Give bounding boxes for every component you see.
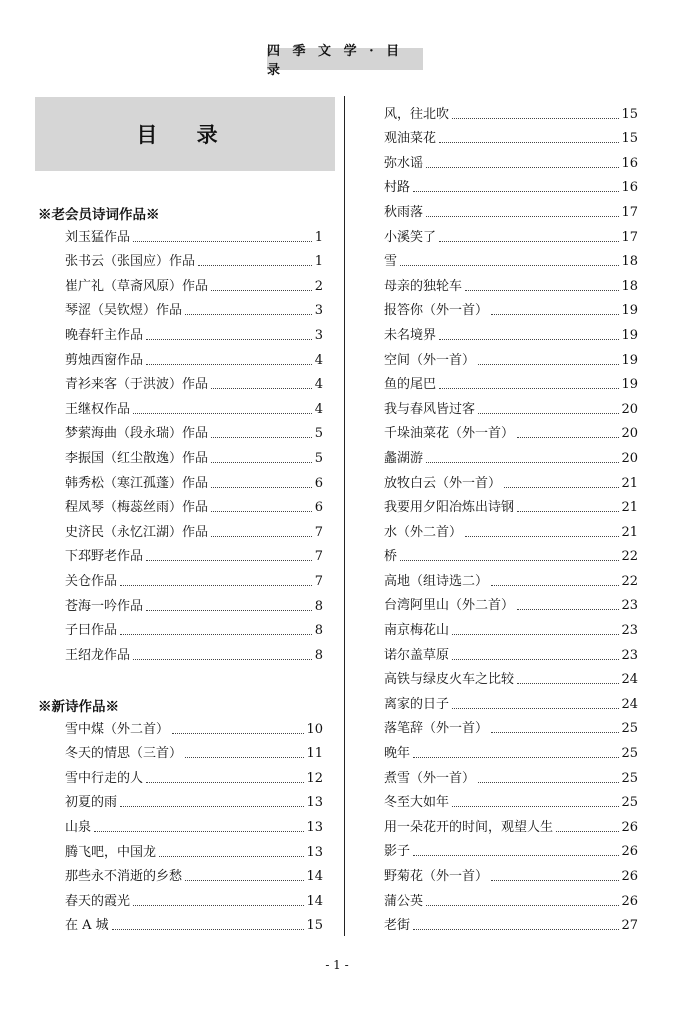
toc-entry-title: 水（外二首） xyxy=(384,524,463,540)
dot-leader xyxy=(491,585,619,586)
toc-entry xyxy=(65,442,323,467)
dot-leader xyxy=(133,413,312,414)
toc-entry xyxy=(65,762,323,787)
toc-entry-page: 25 xyxy=(621,795,638,811)
toc-entry xyxy=(384,590,638,615)
toc-entry-page: 3 xyxy=(314,327,323,343)
toc-entry xyxy=(384,442,638,467)
dot-leader xyxy=(211,487,312,488)
dot-leader xyxy=(426,905,619,906)
toc-entry xyxy=(65,270,323,295)
toc-entry-title: 关仓作品 xyxy=(65,573,118,589)
dot-leader xyxy=(517,683,619,684)
toc-entry-page: 13 xyxy=(306,795,323,811)
toc-entry-title: 子曰作品 xyxy=(65,623,118,639)
toc-entry-page: 19 xyxy=(621,327,638,343)
toc-entry-title: 母亲的独轮车 xyxy=(384,278,463,294)
toc-entry xyxy=(384,565,638,590)
toc-entry-title: 台湾阿里山（外二首） xyxy=(384,598,515,614)
dot-leader xyxy=(211,388,312,389)
toc-entry-page: 19 xyxy=(621,303,638,319)
toc-entry-title: 梦萦海曲（段永瑞）作品 xyxy=(65,426,209,442)
toc-entry xyxy=(384,836,638,861)
toc-entry-page: 23 xyxy=(621,623,638,639)
toc-entry xyxy=(384,98,638,123)
toc-entry-title: 晚年 xyxy=(384,746,411,762)
toc-entry xyxy=(65,492,323,517)
toc-entry-page: 13 xyxy=(306,819,323,835)
toc-list-new-poems xyxy=(65,713,323,934)
dot-leader xyxy=(517,609,619,610)
toc-entry xyxy=(384,270,638,295)
toc-entry xyxy=(65,836,323,861)
dot-leader xyxy=(211,511,312,512)
toc-entry-title: 千垛油菜花（外一首） xyxy=(384,426,515,442)
dot-leader xyxy=(452,118,619,119)
toc-entry-page: 1 xyxy=(314,254,323,270)
dot-leader xyxy=(439,241,619,242)
toc-entry-title: 史济民（永忆江湖）作品 xyxy=(65,524,209,540)
toc-entry xyxy=(65,738,323,763)
toc-entry-page: 3 xyxy=(314,303,323,319)
toc-entry-page: 20 xyxy=(621,450,638,466)
toc-entry-page: 5 xyxy=(314,450,323,466)
toc-entry-page: 14 xyxy=(306,869,323,885)
dot-leader xyxy=(452,659,619,660)
toc-entry-title: 下邳野老作品 xyxy=(65,549,144,565)
toc-entry xyxy=(384,295,638,320)
dot-leader xyxy=(426,216,619,217)
dot-leader xyxy=(491,314,619,315)
toc-entry-page: 13 xyxy=(306,844,323,860)
toc-entry xyxy=(65,246,323,271)
toc-entry xyxy=(384,762,638,787)
toc-entry-title: 剪烛西窗作品 xyxy=(65,352,144,368)
dot-leader xyxy=(400,265,619,266)
toc-entry-page: 6 xyxy=(314,500,323,516)
toc-entry-title: 那些永不消逝的乡愁 xyxy=(65,869,183,885)
dot-leader xyxy=(198,265,312,266)
toc-entry xyxy=(65,319,323,344)
dot-leader xyxy=(517,511,619,512)
toc-entry-title: 山泉 xyxy=(65,819,92,835)
toc-entry-title: 初夏的雨 xyxy=(65,795,118,811)
dot-leader xyxy=(133,659,312,660)
toc-entry-page: 20 xyxy=(621,426,638,442)
toc-entry-page: 12 xyxy=(306,770,323,786)
dot-leader xyxy=(133,905,304,906)
toc-entry-page: 4 xyxy=(314,401,323,417)
toc-entry-page: 17 xyxy=(621,229,638,245)
dot-leader xyxy=(478,413,619,414)
toc-entry-title: 影子 xyxy=(384,844,411,860)
toc-entry xyxy=(384,196,638,221)
dot-leader xyxy=(172,733,304,734)
toc-entry-page: 26 xyxy=(621,819,638,835)
toc-entry-page: 25 xyxy=(621,721,638,737)
toc-entry-title: 刘玉猛作品 xyxy=(65,229,131,245)
toc-entry xyxy=(384,860,638,885)
toc-entry-page: 5 xyxy=(314,426,323,442)
toc-entry-title: 程凤琴（梅蕊丝雨）作品 xyxy=(65,500,209,516)
toc-entry-title: 冬至大如年 xyxy=(384,795,450,811)
toc-entry-page: 19 xyxy=(621,352,638,368)
toc-entry-title: 弥水谣 xyxy=(384,155,424,171)
toc-entry-title: 高地（组诗选二） xyxy=(384,573,489,589)
toc-entry-title: 张书云（张国应）作品 xyxy=(65,254,196,270)
toc-entry-page: 16 xyxy=(621,180,638,196)
toc-entry-page: 21 xyxy=(621,524,638,540)
toc-entry-page: 16 xyxy=(621,155,638,171)
dot-leader xyxy=(185,757,304,758)
toc-entry xyxy=(65,369,323,394)
toc-entry xyxy=(65,221,323,246)
dot-leader xyxy=(504,487,619,488)
dot-leader xyxy=(211,437,312,438)
toc-entry-title: 离家的日子 xyxy=(384,696,450,712)
toc-entry-page: 15 xyxy=(306,918,323,934)
toc-entry-page: 18 xyxy=(621,278,638,294)
toc-entry-page: 4 xyxy=(314,352,323,368)
toc-entry xyxy=(384,418,638,443)
toc-entry-page: 15 xyxy=(621,106,638,122)
dot-leader xyxy=(159,856,304,857)
dot-leader xyxy=(452,806,619,807)
toc-entry xyxy=(384,492,638,517)
toc-list-old-members xyxy=(65,221,323,664)
toc-entry xyxy=(384,393,638,418)
toc-entry xyxy=(384,344,638,369)
toc-entry-title: 崔广礼（草斋风原）作品 xyxy=(65,278,209,294)
dot-leader xyxy=(185,314,312,315)
running-header-text: 四 季 文 学 · 目 录 xyxy=(267,44,404,78)
toc-entry-page: 8 xyxy=(314,647,323,663)
toc-entry-title: 诺尔盖草原 xyxy=(384,647,450,663)
dot-leader xyxy=(517,437,619,438)
toc-entry xyxy=(384,369,638,394)
toc-entry-page: 23 xyxy=(621,647,638,663)
toc-entry-title: 鱼的尾巴 xyxy=(384,377,437,393)
toc-entry-title: 韩秀松（寒江孤蓬）作品 xyxy=(65,475,209,491)
toc-entry xyxy=(384,123,638,148)
toc-entry xyxy=(384,172,638,197)
toc-entry-page: 7 xyxy=(314,549,323,565)
dot-leader xyxy=(120,634,312,635)
toc-entry-title: 落笔辞（外一首） xyxy=(384,721,489,737)
toc-entry xyxy=(65,713,323,738)
page-title: 目 录 xyxy=(136,122,234,147)
toc-entry-page: 26 xyxy=(621,893,638,909)
toc-entry xyxy=(384,516,638,541)
toc-entry-page: 1 xyxy=(314,229,323,245)
toc-entry xyxy=(384,147,638,172)
dot-leader xyxy=(426,167,619,168)
toc-entry xyxy=(65,861,323,886)
toc-entry-title: 风，往北吹 xyxy=(384,106,450,122)
toc-entry-title: 观油菜花 xyxy=(384,131,437,147)
toc-entry-page: 8 xyxy=(314,623,323,639)
toc-entry-title: 老街 xyxy=(384,918,411,934)
dot-leader xyxy=(112,929,305,930)
dot-leader xyxy=(120,585,312,586)
toc-entry xyxy=(384,467,638,492)
toc-entry-title: 王继权作品 xyxy=(65,401,131,417)
toc-entry xyxy=(65,787,323,812)
dot-leader xyxy=(491,732,619,733)
toc-entry-page: 8 xyxy=(314,598,323,614)
toc-entry-title: 春天的霞光 xyxy=(65,893,131,909)
dot-leader xyxy=(452,708,619,709)
toc-entry xyxy=(384,639,638,664)
dot-leader xyxy=(146,560,312,561)
toc-entry xyxy=(65,615,323,640)
toc-entry xyxy=(65,590,323,615)
dot-leader xyxy=(478,782,619,783)
toc-entry-page: 19 xyxy=(621,377,638,393)
toc-entry-page: 24 xyxy=(621,672,638,688)
dot-leader xyxy=(146,339,312,340)
toc-entry-page: 2 xyxy=(314,278,323,294)
page-number: - 1 - xyxy=(325,958,349,972)
toc-entry-page: 17 xyxy=(621,204,638,220)
running-header xyxy=(267,44,423,78)
toc-entry-title: 空间（外一首） xyxy=(384,352,476,368)
toc-entry xyxy=(65,565,323,590)
toc-entry-title: 琴涩（吴钦煜）作品 xyxy=(65,303,183,319)
toc-entry-title: 冬天的情思（三首） xyxy=(65,746,183,762)
toc-entry-page: 10 xyxy=(306,721,323,737)
toc-entry-page: 26 xyxy=(621,869,638,884)
dot-leader xyxy=(185,880,304,881)
toc-entry-title: 南京梅花山 xyxy=(384,623,450,639)
toc-entry xyxy=(65,639,323,664)
dot-leader xyxy=(146,364,312,365)
toc-entry xyxy=(384,811,638,836)
toc-entry xyxy=(65,541,323,566)
toc-entry-title: 煮雪（外一首） xyxy=(384,770,476,786)
toc-entry-title: 晚春轩主作品 xyxy=(65,327,144,343)
toc-entry xyxy=(384,221,638,246)
toc-entry-title: 用一朵花开的时间，观望人生 xyxy=(384,819,554,835)
toc-entry-page: 23 xyxy=(621,598,638,614)
toc-entry-title: 野菊花（外一首） xyxy=(384,869,489,884)
toc-entry-title: 高铁与绿皮火车之比较 xyxy=(384,672,515,688)
column-divider xyxy=(344,96,345,936)
dot-leader xyxy=(413,855,619,856)
toc-entry xyxy=(384,614,638,639)
dot-leader xyxy=(478,364,619,365)
toc-entry xyxy=(384,664,638,689)
toc-entry xyxy=(65,885,323,910)
toc-entry xyxy=(65,393,323,418)
toc-entry xyxy=(65,295,323,320)
toc-entry-page: 7 xyxy=(314,524,323,540)
toc-entry-title: 小溪笑了 xyxy=(384,229,437,245)
toc-entry xyxy=(384,713,638,738)
toc-entry xyxy=(384,737,638,762)
toc-entry-page: 25 xyxy=(621,770,638,786)
toc-entry xyxy=(384,246,638,271)
toc-entry-page: 4 xyxy=(314,377,323,393)
toc-entry-title: 苍海一吟作品 xyxy=(65,598,144,614)
dot-leader xyxy=(400,560,619,561)
toc-entry xyxy=(384,787,638,812)
toc-entry-page: 20 xyxy=(621,401,638,417)
toc-entry-page: 26 xyxy=(621,844,638,860)
dot-leader xyxy=(413,757,619,758)
toc-entry-page: 6 xyxy=(314,475,323,491)
dot-leader xyxy=(211,462,312,463)
toc-entry-title: 我要用夕阳冶炼出诗钢 xyxy=(384,500,515,516)
toc-entry-title: 李振国（红尘散逸）作品 xyxy=(65,450,209,466)
toc-entry xyxy=(65,811,323,836)
toc-entry-page: 22 xyxy=(621,549,638,565)
dot-leader xyxy=(491,880,619,881)
toc-entry xyxy=(65,467,323,492)
toc-entry-title: 我与春风皆过客 xyxy=(384,401,476,417)
toc-entry xyxy=(65,910,323,935)
toc-entry-title: 雪中行走的人 xyxy=(65,770,144,786)
toc-entry-page: 25 xyxy=(621,746,638,762)
toc-entry-title: 未名境界 xyxy=(384,327,437,343)
toc-entry-page: 24 xyxy=(621,696,638,712)
dot-leader xyxy=(439,339,619,340)
toc-entry xyxy=(384,688,638,713)
toc-entry-title: 在 A 城 xyxy=(65,918,109,934)
toc-entry-title: 桥 xyxy=(384,549,398,565)
toc-entry xyxy=(65,344,323,369)
toc-entry-page: 7 xyxy=(314,573,323,589)
dot-leader xyxy=(413,191,619,192)
dot-leader xyxy=(465,290,619,291)
section-title-old-members: ※老会员诗词作品※ xyxy=(38,207,160,223)
dot-leader xyxy=(439,388,619,389)
toc-entry-page: 21 xyxy=(621,475,638,491)
toc-entry xyxy=(384,319,638,344)
toc-entry-page: 18 xyxy=(621,254,638,270)
toc-entry xyxy=(384,885,638,910)
toc-entry-page: 21 xyxy=(621,500,638,516)
dot-leader xyxy=(146,782,304,783)
dot-leader xyxy=(439,142,619,143)
toc-entry-title: 放牧白云（外一首） xyxy=(384,475,502,491)
toc-entry-title: 秋雨落 xyxy=(384,204,424,220)
toc-entry-title: 王绍龙作品 xyxy=(65,647,131,663)
dot-leader xyxy=(465,536,619,537)
toc-entry xyxy=(384,910,638,935)
toc-entry-page: 22 xyxy=(621,573,638,589)
toc-entry-title: 报答你（外一首） xyxy=(384,303,489,319)
toc-entry xyxy=(65,418,323,443)
dot-leader xyxy=(211,290,312,291)
dot-leader xyxy=(556,831,619,832)
toc-entry-page: 27 xyxy=(621,918,638,934)
dot-leader xyxy=(426,462,619,463)
dot-leader xyxy=(120,806,304,807)
toc-entry-title: 蒲公英 xyxy=(384,893,424,909)
dot-leader xyxy=(146,610,312,611)
dot-leader xyxy=(211,536,312,537)
toc-entry xyxy=(384,541,638,566)
dot-leader xyxy=(413,929,619,930)
toc-entry-page: 11 xyxy=(306,746,323,762)
toc-entry-title: 蠡湖游 xyxy=(384,450,424,466)
toc-entry-page: 15 xyxy=(621,131,638,147)
dot-leader xyxy=(133,241,312,242)
toc-entry-page: 14 xyxy=(306,893,323,909)
toc-entry xyxy=(65,516,323,541)
toc-entry-title: 雪中煤（外二首） xyxy=(65,721,170,737)
toc-entry-title: 腾飞吧，中国龙 xyxy=(65,844,157,860)
toc-title-box xyxy=(35,97,335,171)
toc-list-right-column xyxy=(384,98,638,934)
toc-entry-title: 雪 xyxy=(384,254,398,270)
dot-leader xyxy=(452,634,619,635)
toc-entry-title: 青衫来客（于洪波）作品 xyxy=(65,377,209,393)
section-title-new-poems: ※新诗作品※ xyxy=(38,699,119,715)
toc-entry-title: 村路 xyxy=(384,180,411,196)
dot-leader xyxy=(94,831,304,832)
